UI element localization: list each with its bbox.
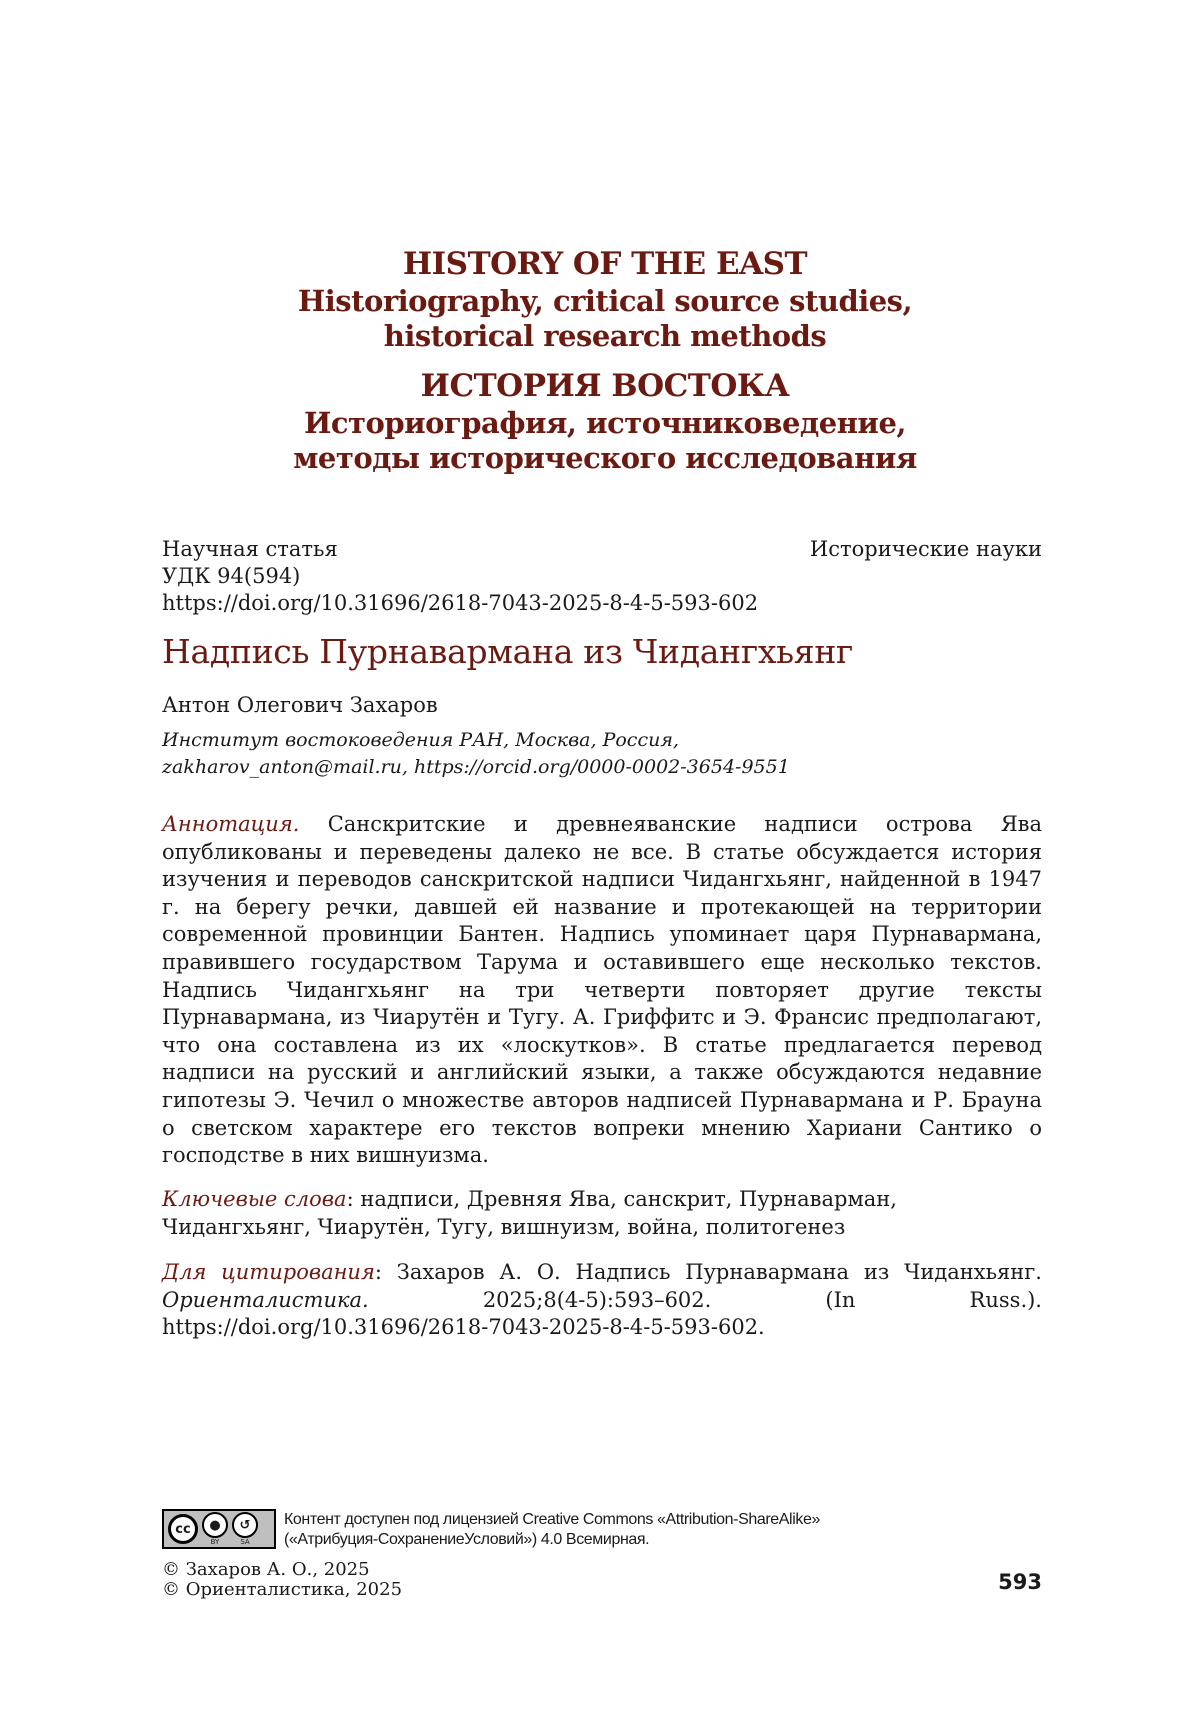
section-subtitle-ru-2: методы исторического исследования: [293, 441, 917, 475]
section-subtitle-en-2: historical research methods: [383, 319, 827, 353]
author-name: Антон Олегович Захаров: [162, 693, 438, 717]
share-alike-icon: ↺: [232, 1512, 258, 1538]
license-text: [284, 1510, 820, 1550]
section-heading: [160, 244, 1050, 476]
copyright: [162, 1560, 402, 1600]
citation: Для цитирования: Захаров А. О. Надпись Пурнавармана из Чиданхьянг. Ориенталистика. 2025;8(4-5):593–602. (In Russ.). https://doi.org/10.31696/2618-7043-2025-8-4-5-593-602.: [162, 1260, 1042, 1340]
page-number: 593: [998, 1570, 1042, 1594]
section-subtitle-en-1: Historiography, critical source studies,: [297, 284, 913, 318]
article-meta: [162, 536, 1042, 617]
section-subtitle-ru-1: Историография, источниковедение,: [303, 406, 906, 440]
cc-icon: cc: [168, 1514, 198, 1544]
cc-by-sa-badge[interactable]: [162, 1509, 276, 1549]
citation-text-after: 2025;8(4-5):593–602. (In Russ.). https://doi.org/10.31696/2618-7043-2025-8-4-5-593-602.: [162, 1287, 1042, 1340]
by-label: BY: [210, 1538, 220, 1546]
article-type: Научная статья: [162, 537, 338, 561]
abstract-label: Аннотация.: [162, 812, 300, 836]
doi-link[interactable]: https://doi.org/10.31696/2618-7043-2025-8-4-5-593-602: [162, 591, 759, 615]
citation-text-before: Захаров А. О. Надпись Пурнавармана из Чиданхьянг.: [396, 1260, 1042, 1284]
udc-code: УДК 94(594): [162, 564, 301, 588]
license-block: [162, 1509, 820, 1550]
keywords-text: надписи, Древняя Ява, санскрит, Пурнаварман, Чидангхьянг, Чиарутён, Тугу, вишнуизм, война, политогенез: [162, 1187, 897, 1239]
copyright-journal: © Ориенталистика, 2025: [162, 1579, 403, 1600]
author-affiliation: [162, 727, 790, 781]
citation-journal: Ориенталистика.: [162, 1287, 369, 1312]
article-title: Надпись Пурнавармана из Чидангхьянг: [162, 632, 854, 671]
keywords: Ключевые слова: надписи, Древняя Ява, санскрит, Пурнаварман, Чидангхьянг, Чиарутён, Тугу, вишнуизм, война, политогенез: [162, 1187, 897, 1239]
abstract: [162, 811, 1042, 1170]
affiliation-contacts[interactable]: zakharov_anton@mail.ru, https://orcid.org/0000-0002-3654-9551: [162, 756, 790, 778]
attribution-icon: ●: [202, 1512, 228, 1538]
citation-label: Для цитирования: [162, 1260, 375, 1284]
license-line-1: Контент доступен под лицензией Creative Commons «Attribution-ShareAlike»: [284, 1511, 820, 1528]
license-line-2: («Атрибуция-СохранениеУсловий») 4.0 Всемирная.: [284, 1531, 650, 1548]
abstract-text: Санскритские и древнеяванские надписи острова Ява опубликованы и переведены далеко не все. В статье обсуждается история изучения и переводов санскритской надписи Чидангхьянг, найденной в 1947 г. на берегу речки, давшей ей название и протекающей на территории современной провинции Бантен. Надпись упоминает царя Пурнавармана, правившего государством Тарума и оставившего еще несколько текстов. Надпись Чидангхьянг на три четверти повторяет другие тексты Пурнавармана, из Чиарутён и Тугу. А. Гриффитс и Э. Франсис предполагают, что она составлена из их «лоскутков». В статье предлагается перевод надписи на русский и английский языки, а также обсуждаются недавние гипотезы Э. Чечил о множестве авторов надписей Пурнавармана и Р. Брауна о светском характере его текстов вопреки мнению Хариани Сантико о господстве в них вишнуизма.: [162, 812, 1042, 1168]
keywords-label: Ключевые слова: [162, 1187, 347, 1211]
copyright-author: © Захаров А. О., 2025: [162, 1559, 370, 1580]
affiliation-line: Институт востоковедения РАН, Москва, Россия,: [162, 729, 679, 751]
sa-label: SA: [240, 1538, 250, 1546]
article-field: Исторические науки: [809, 537, 1042, 561]
section-title-ru: ИСТОРИЯ ВОСТОКА: [420, 368, 790, 404]
section-title-en: HISTORY OF THE EAST: [402, 246, 808, 282]
